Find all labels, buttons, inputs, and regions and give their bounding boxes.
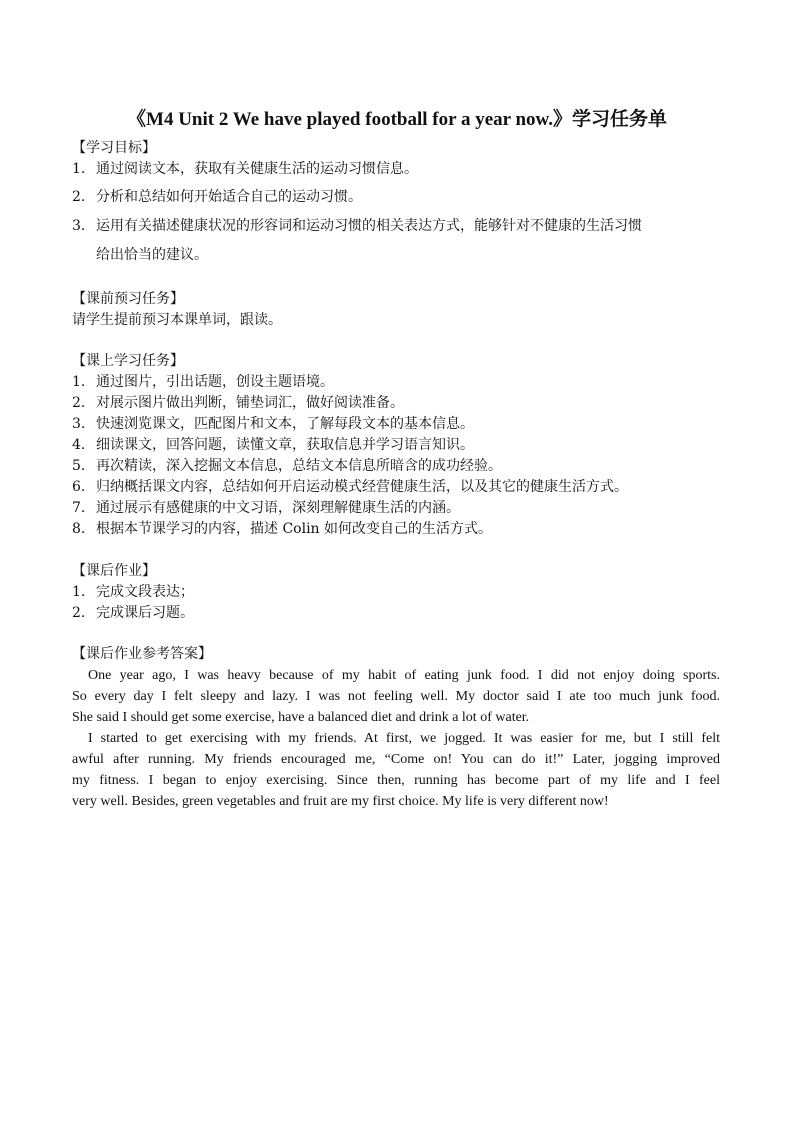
homework-item-text: 完成文段表达； — [96, 584, 194, 600]
inclass-item-7 — [72, 499, 460, 517]
answer-line-1: One year ago, I was heavy because of my habit of eating junk food. I did not enjoy doing sports. — [88, 668, 720, 683]
inclass-item-number: 2. — [72, 395, 86, 411]
goal-item-number: 3. — [72, 218, 86, 234]
answer-heading: 【课后作业参考答案】 — [72, 646, 212, 662]
inclass-item-number: 3. — [72, 416, 86, 432]
goal-item-3 — [72, 217, 642, 235]
answer-line-3: She said I should get some exercise, have a balanced diet and drink a lot of water. — [72, 710, 530, 725]
inclass-item-text: 归纳概括课文内容，总结如何开启运动模式经营健康生活，以及其它的健康生活方式。 — [96, 479, 628, 495]
inclass-item-text: 对展示图片做出判断，铺垫词汇，做好阅读准备。 — [96, 395, 404, 411]
homework-item-2 — [72, 604, 194, 622]
homework-heading: 【课后作业】 — [72, 563, 156, 579]
preview-text: 请学生提前预习本课单词，跟读。 — [72, 312, 282, 328]
answer-line-7: very well. Besides, green vegetables and fruit are my first choice. My life is very different now! — [72, 794, 609, 809]
inclass-item-2 — [72, 394, 404, 412]
inclass-item-number: 8. — [72, 521, 86, 537]
goals-heading: 【学习目标】 — [72, 140, 156, 156]
inclass-item-8 — [72, 520, 492, 538]
answer-line-6: my fitness. I began to enjoy exercising. Since then, running has become part of my life and I feel — [72, 773, 720, 788]
document-title: 《M4 Unit 2 We have played football for a year now.》学习任务单 — [127, 109, 667, 130]
goal-item-number: 1. — [72, 161, 86, 177]
inclass-item-text: 再次精读，深入挖掘文本信息，总结文本信息所暗含的成功经验。 — [96, 458, 502, 474]
answer-line-2: So every day I felt sleepy and lazy. I was not feeling well. My doctor said I ate too much junk food. — [72, 689, 720, 704]
inclass-item-4 — [72, 436, 474, 454]
goal-item-text: 运用有关描述健康状况的形容词和运动习惯的相关表达方式，能够针对不健康的生活习惯 — [96, 218, 642, 234]
goal-item-2 — [72, 188, 362, 206]
inclass-item-number: 4. — [72, 437, 86, 453]
homework-item-number: 2. — [72, 605, 86, 621]
inclass-item-number: 5. — [72, 458, 86, 474]
goal-item-number: 2. — [72, 189, 86, 205]
inclass-item-text: 快速浏览课文，匹配图片和文本，了解每段文本的基本信息。 — [96, 416, 474, 432]
homework-item-number: 1. — [72, 584, 86, 600]
answer-line-5: awful after running. My friends encouraged me, “Come on! You can do it!” Later, jogging improved — [72, 752, 720, 767]
inclass-item-number: 7. — [72, 500, 86, 516]
inclass-item-text: 细读课文，回答问题，读懂文章，获取信息并学习语言知识。 — [96, 437, 474, 453]
goal-item-1 — [72, 160, 418, 178]
inclass-item-text: 通过展示有感健康的中文习语，深刻理解健康生活的内涵。 — [96, 500, 460, 516]
preview-heading: 【课前预习任务】 — [72, 291, 184, 307]
inclass-item-text: 通过图片，引出话题，创设主题语境。 — [96, 374, 334, 390]
homework-item-text: 完成课后习题。 — [96, 605, 194, 621]
goal-item-text: 通过阅读文本，获取有关健康生活的运动习惯信息。 — [96, 161, 418, 177]
goal-item-3-continued: 给出恰当的建议。 — [96, 247, 208, 263]
inclass-item-number: 6. — [72, 479, 86, 495]
inclass-item-1 — [72, 373, 334, 391]
inclass-item-number: 1. — [72, 374, 86, 390]
inclass-heading: 【课上学习任务】 — [72, 353, 184, 369]
homework-item-1 — [72, 583, 194, 601]
inclass-item-6 — [72, 478, 628, 496]
answer-line-4: I started to get exercising with my friends. At first, we jogged. It was easier for me, but I still felt — [88, 731, 720, 746]
goal-item-text: 分析和总结如何开始适合自己的运动习惯。 — [96, 189, 362, 205]
inclass-item-3 — [72, 415, 474, 433]
inclass-item-text: 根据本节课学习的内容，描述 Colin 如何改变自己的生活方式。 — [96, 521, 493, 537]
inclass-item-5 — [72, 457, 502, 475]
